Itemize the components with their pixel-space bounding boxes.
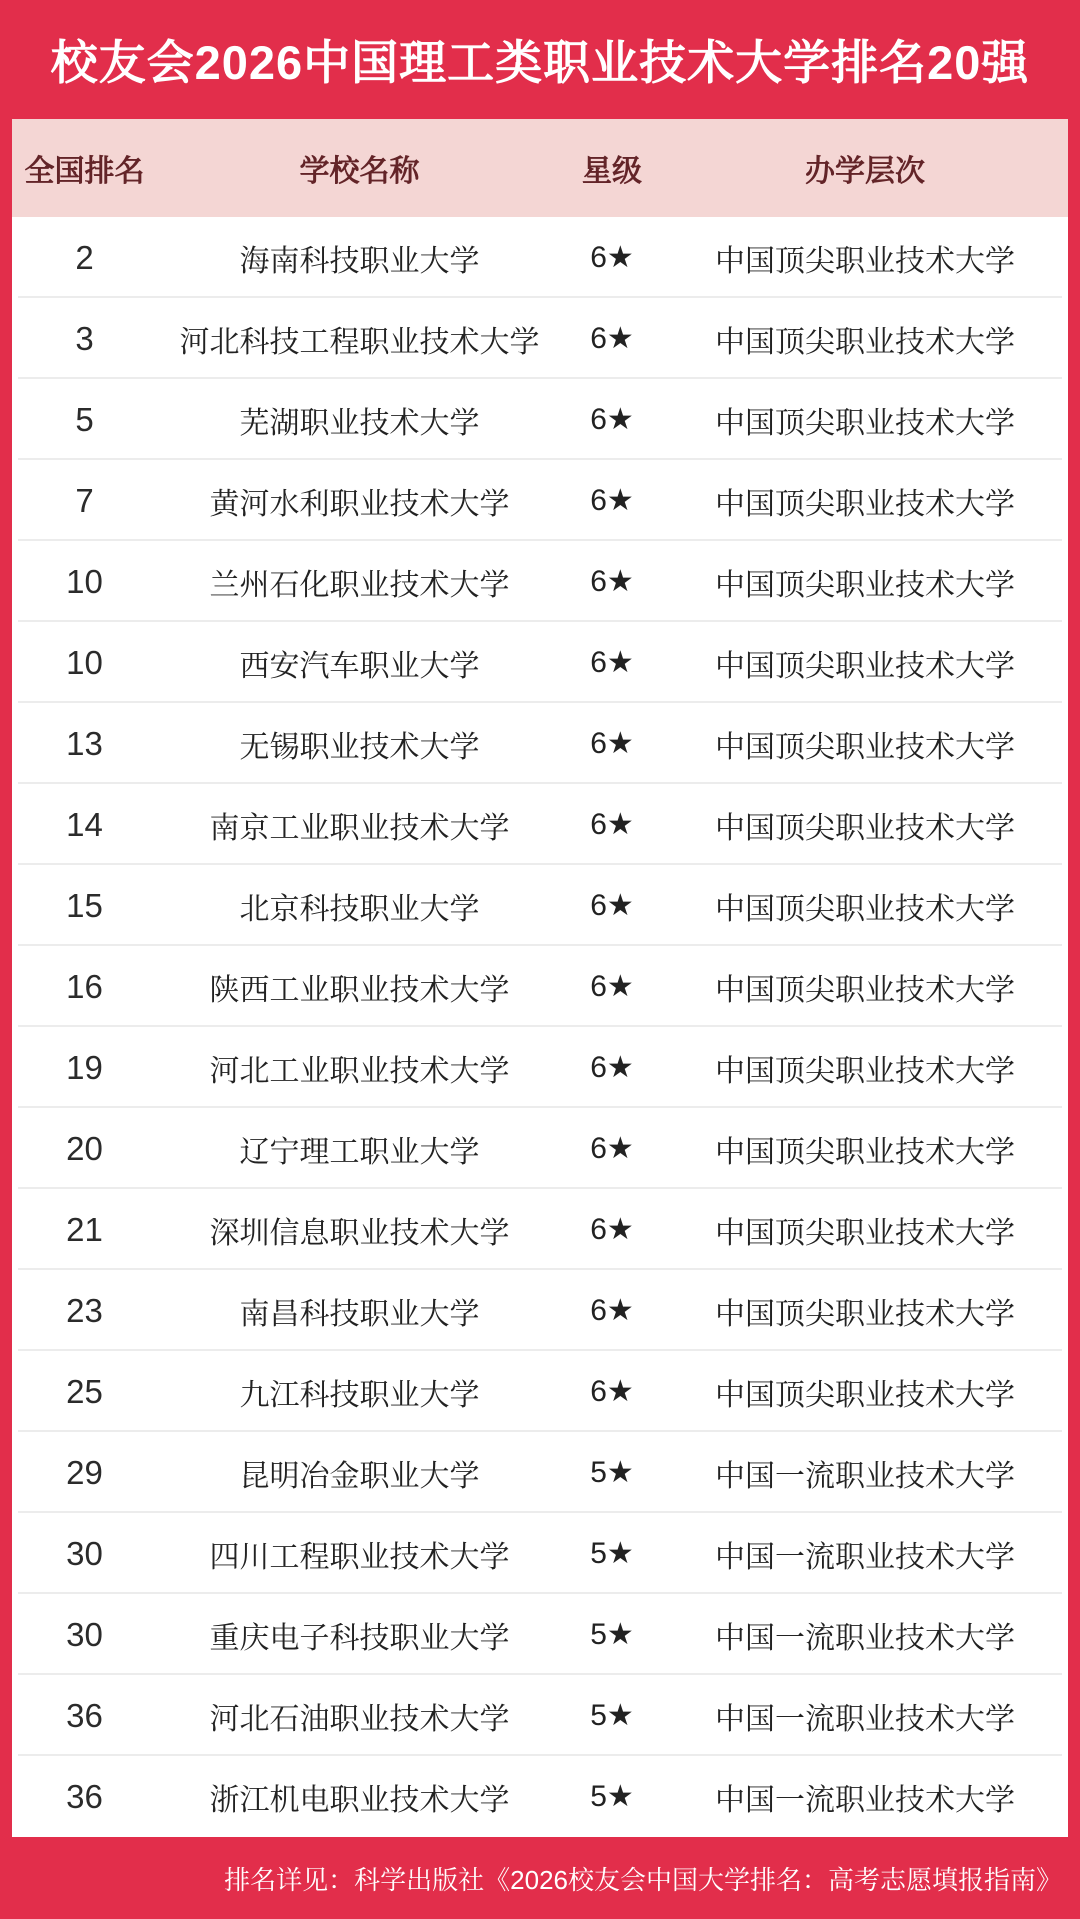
star-rating-cell: 6★ [590, 1375, 634, 1408]
rank-cell: 14 [66, 805, 103, 843]
rank-cell: 10 [66, 562, 103, 600]
rank-cell: 7 [75, 481, 94, 519]
table-row [12, 217, 1068, 298]
table-row [12, 865, 1068, 946]
school-level-cell: 中国一流职业技术大学 [715, 1783, 1015, 1817]
school-name-cell: 昆明冶金职业大学 [239, 1459, 480, 1493]
star-rating-cell: 6★ [590, 565, 634, 598]
star-rating-cell: 5★ [590, 1618, 634, 1651]
school-level-cell: 中国顶尖职业技术大学 [715, 1054, 1015, 1088]
school-name-cell: 兰州石化职业技术大学 [209, 568, 510, 602]
rank-cell: 36 [66, 1777, 103, 1815]
star-rating-cell: 5★ [590, 1699, 634, 1732]
table-row [12, 1513, 1068, 1594]
rank-cell: 3 [75, 319, 94, 357]
rank-cell: 13 [66, 724, 103, 762]
table-row [12, 1270, 1068, 1351]
rank-cell: 29 [66, 1453, 103, 1491]
header-rank: 全国排名 [24, 155, 145, 188]
table-row [12, 298, 1068, 379]
school-name-cell: 辽宁理工职业大学 [239, 1135, 480, 1169]
school-name-cell: 河北工业职业技术大学 [209, 1054, 510, 1088]
star-rating-cell: 5★ [590, 1456, 634, 1489]
table-header-row [12, 119, 1068, 217]
table-row [12, 946, 1068, 1027]
rank-cell: 19 [66, 1048, 103, 1086]
star-rating-cell: 6★ [590, 484, 634, 517]
school-level-cell: 中国一流职业技术大学 [715, 1459, 1015, 1493]
school-level-cell: 中国顶尖职业技术大学 [715, 649, 1015, 683]
rank-cell: 16 [66, 967, 103, 1005]
header-level: 办学层次 [805, 155, 925, 188]
star-rating-cell: 6★ [590, 970, 634, 1003]
rank-cell: 5 [75, 400, 94, 438]
school-level-cell: 中国顶尖职业技术大学 [715, 568, 1015, 602]
school-level-cell: 中国顶尖职业技术大学 [715, 406, 1015, 440]
star-rating-cell: 6★ [590, 808, 634, 841]
school-name-cell: 四川工程职业技术大学 [209, 1540, 510, 1574]
table-row [12, 1351, 1068, 1432]
school-level-cell: 中国一流职业技术大学 [715, 1540, 1015, 1574]
footer-note: 排名详见：科学出版社《2026校友会中国大学排名：高考志愿填报指南》 [224, 1864, 1062, 1895]
title-bar [0, 0, 1080, 119]
school-level-cell: 中国顶尖职业技术大学 [715, 811, 1015, 845]
table-row [12, 622, 1068, 703]
star-rating-cell: 6★ [590, 1132, 634, 1165]
star-rating-cell: 6★ [590, 1294, 634, 1327]
table-row [12, 1594, 1068, 1675]
school-level-cell: 中国顶尖职业技术大学 [715, 973, 1015, 1007]
footer-bar [0, 1837, 1080, 1919]
school-name-cell: 陕西工业职业技术大学 [209, 973, 510, 1007]
school-level-cell: 中国顶尖职业技术大学 [715, 1378, 1015, 1412]
table-row [12, 379, 1068, 460]
table-row [12, 1756, 1068, 1837]
rank-cell: 30 [66, 1615, 103, 1653]
school-name-cell: 深圳信息职业技术大学 [209, 1216, 510, 1250]
header-school: 学校名称 [299, 155, 420, 188]
school-name-cell: 南昌科技职业大学 [239, 1297, 480, 1331]
school-level-cell: 中国一流职业技术大学 [715, 1621, 1015, 1655]
school-level-cell: 中国顶尖职业技术大学 [715, 244, 1015, 278]
table-row [12, 1108, 1068, 1189]
school-name-cell: 河北科技工程职业技术大学 [179, 325, 540, 359]
school-level-cell: 中国顶尖职业技术大学 [715, 1297, 1015, 1331]
star-rating-cell: 6★ [590, 646, 634, 679]
rank-cell: 20 [66, 1129, 103, 1167]
table-row [12, 784, 1068, 865]
rank-cell: 15 [66, 886, 103, 924]
school-name-cell: 九江科技职业大学 [239, 1378, 480, 1412]
table-row [12, 1432, 1068, 1513]
star-rating-cell: 6★ [590, 322, 634, 355]
rank-cell: 25 [66, 1372, 103, 1410]
school-name-cell: 芜湖职业技术大学 [239, 406, 480, 440]
school-name-cell: 无锡职业技术大学 [239, 730, 480, 764]
header-star: 星级 [582, 155, 642, 188]
school-level-cell: 中国顶尖职业技术大学 [715, 1216, 1015, 1250]
school-name-cell: 河北石油职业技术大学 [209, 1702, 510, 1736]
school-level-cell: 中国顶尖职业技术大学 [715, 1135, 1015, 1169]
school-name-cell: 重庆电子科技职业大学 [209, 1621, 510, 1655]
school-name-cell: 浙江机电职业技术大学 [209, 1783, 510, 1817]
table-row [12, 1675, 1068, 1756]
rank-cell: 10 [66, 643, 103, 681]
school-level-cell: 中国顶尖职业技术大学 [715, 487, 1015, 521]
star-rating-cell: 5★ [590, 1780, 634, 1813]
rank-cell: 21 [66, 1210, 103, 1248]
school-name-cell: 海南科技职业大学 [239, 244, 480, 278]
school-name-cell: 西安汽车职业大学 [239, 649, 480, 683]
table-row [12, 1027, 1068, 1108]
rank-cell: 2 [75, 238, 94, 276]
star-rating-cell: 6★ [590, 889, 634, 922]
rank-cell: 36 [66, 1696, 103, 1734]
school-level-cell: 中国顶尖职业技术大学 [715, 730, 1015, 764]
star-rating-cell: 6★ [590, 727, 634, 760]
rank-cell: 30 [66, 1534, 103, 1572]
school-name-cell: 黄河水利职业技术大学 [209, 487, 510, 521]
star-rating-cell: 6★ [590, 403, 634, 436]
table-row [12, 1189, 1068, 1270]
page-title: 校友会2026中国理工类职业技术大学排名20强 [50, 36, 1030, 89]
school-level-cell: 中国一流职业技术大学 [715, 1702, 1015, 1736]
table-body [12, 217, 1068, 1837]
school-name-cell: 北京科技职业大学 [239, 892, 480, 926]
rank-cell: 23 [66, 1291, 103, 1329]
table-row [12, 541, 1068, 622]
table-row [12, 703, 1068, 784]
star-rating-cell: 5★ [590, 1537, 634, 1570]
school-name-cell: 南京工业职业技术大学 [209, 811, 510, 845]
star-rating-cell: 6★ [590, 241, 634, 274]
school-level-cell: 中国顶尖职业技术大学 [715, 892, 1015, 926]
star-rating-cell: 6★ [590, 1213, 634, 1246]
school-level-cell: 中国顶尖职业技术大学 [715, 325, 1015, 359]
star-rating-cell: 6★ [590, 1051, 634, 1084]
table-row [12, 460, 1068, 541]
